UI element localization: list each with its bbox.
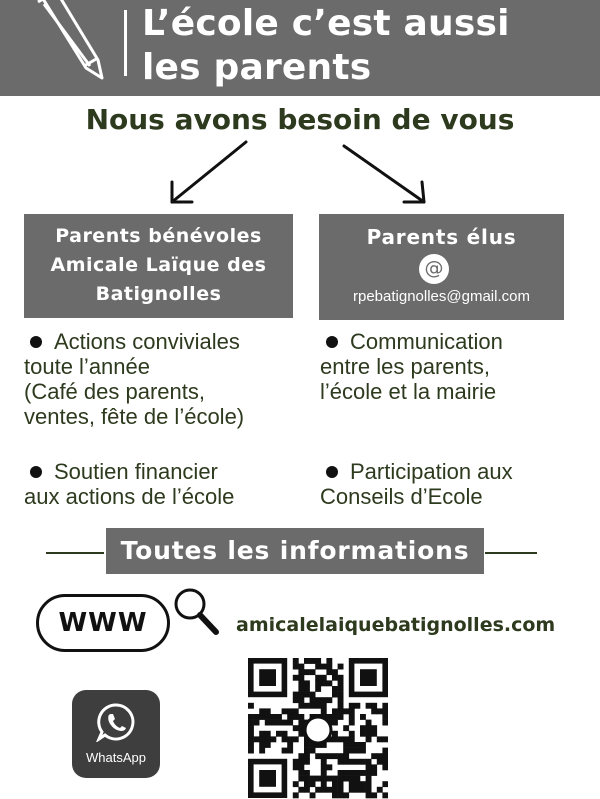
at-icon: @ xyxy=(419,254,449,284)
divider-left xyxy=(46,552,104,554)
whatsapp-button[interactable] xyxy=(72,690,160,778)
list-item: Communication entre les parents, l’école et la mairie xyxy=(320,329,503,404)
volunteer-box-line: Amicale Laïque des xyxy=(50,254,267,276)
elected-parents-box xyxy=(319,214,564,320)
qr-code[interactable] xyxy=(248,658,388,799)
info-banner: Toutes les informations xyxy=(106,528,484,574)
arrows xyxy=(0,138,600,218)
header-banner xyxy=(0,0,600,96)
volunteer-box-line: Batignolles xyxy=(95,283,222,305)
elected-parents-label: Parents élus xyxy=(366,225,517,249)
email-address[interactable]: rpebatignolles@gmail.com xyxy=(353,288,530,305)
www-badge: WWW xyxy=(36,594,170,652)
website-link[interactable]: amicalelaiquebatignolles.com xyxy=(236,614,556,636)
list-item: Actions conviviales toute l’année (Café des parents, ventes, fête de l’école) xyxy=(24,329,245,429)
volunteer-bullets xyxy=(24,329,314,509)
whatsapp-label: WhatsApp xyxy=(86,750,146,765)
page-title: L’école c’est aussi les parents xyxy=(142,3,510,88)
arrow-left xyxy=(172,142,246,202)
list-item: Soutien financier aux actions de l’école xyxy=(24,459,235,509)
magnifier-icon xyxy=(170,584,222,640)
divider-right xyxy=(485,552,537,554)
list-item: Participation aux Conseils d’Ecole xyxy=(320,459,513,509)
pencil-icon xyxy=(32,0,106,82)
header-separator xyxy=(124,10,127,76)
subtitle: Nous avons besoin de vous xyxy=(85,103,515,136)
elected-bullets xyxy=(320,329,590,509)
arrow-right xyxy=(344,146,424,202)
volunteer-box-line: Parents bénévoles xyxy=(55,225,262,247)
whatsapp-icon xyxy=(96,702,136,742)
volunteer-parents-box xyxy=(24,214,293,318)
